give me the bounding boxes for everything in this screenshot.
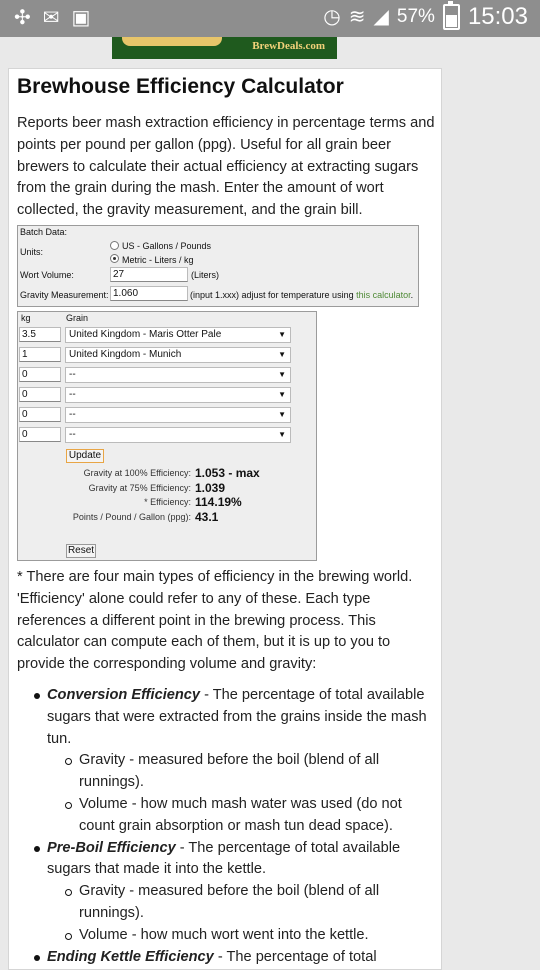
gravity-note bbox=[190, 290, 418, 300]
result-value: 114.19% bbox=[195, 495, 242, 509]
efficiency-type-name: Pre-Boil Efficiency bbox=[47, 839, 176, 856]
ad-banner[interactable] bbox=[112, 37, 337, 59]
gravity-input[interactable]: 1.060 bbox=[110, 286, 188, 301]
efficiency-explanation: * There are four main types of efficiency in the brewing world. 'Efficiency' alone could refer to any of these. Each type references a different point in the brewing process. This calculator can compute each of them, but it is up to you to provide the corresponding volume and gravity: bbox=[17, 569, 413, 673]
clock: 15:03 bbox=[467, 3, 528, 30]
dropdown-arrow-icon: ▼ bbox=[278, 390, 286, 399]
grain-kg-input[interactable]: 0 bbox=[19, 367, 61, 382]
result-value: 1.053 - max bbox=[195, 466, 260, 480]
efficiency-type-name: Conversion Efficiency bbox=[47, 687, 201, 703]
reset-button[interactable]: Reset bbox=[67, 545, 95, 556]
grain-select-value: United Kingdom - Munich bbox=[69, 349, 182, 360]
efficiency-type-desc: - The percentage of total available sugars that made it into the kettle. bbox=[47, 839, 401, 878]
grain-kg-input[interactable]: 0 bbox=[19, 407, 61, 422]
efficiency-sub-item: Volume - how much wort went into the kettle. bbox=[17, 925, 437, 947]
wort-volume-unit: (Liters) bbox=[191, 270, 220, 280]
result-label: Points / Pound / Gallon (ppg): bbox=[72, 511, 191, 522]
unit-us-label: US - Gallons / Pounds bbox=[122, 241, 212, 251]
efficiency-type-desc: - The percentage of total available sugars that were extracted from the grains inside the mash tun. bbox=[47, 687, 427, 747]
grain-kg-input[interactable]: 0 bbox=[19, 387, 61, 402]
grain-select-value: -- bbox=[69, 389, 76, 400]
grain-select-value: United Kingdom - Maris Otter Pale bbox=[69, 329, 222, 340]
result-value: 43.1 bbox=[195, 509, 219, 524]
unit-us-radio[interactable] bbox=[110, 241, 119, 250]
grain-select[interactable] bbox=[65, 347, 291, 363]
grain-kg-input[interactable]: 0 bbox=[19, 427, 61, 442]
grain-select[interactable] bbox=[65, 367, 291, 383]
batch-header: Batch Data: bbox=[20, 227, 68, 237]
efficiency-type-item bbox=[17, 685, 437, 750]
grain-column-header: Grain bbox=[66, 313, 89, 323]
efficiency-sub-item: Gravity - measured before the boil (blend of all runnings). bbox=[17, 881, 437, 925]
briefcase-icon: ▣ bbox=[71, 7, 91, 29]
efficiency-type-name: Ending Kettle Efficiency bbox=[47, 948, 214, 965]
battery-icon bbox=[443, 4, 460, 30]
grain-kg-input[interactable]: 3.5 bbox=[19, 327, 61, 342]
battery-percent: 57% bbox=[396, 6, 435, 27]
grain-kg-input[interactable]: 1 bbox=[19, 347, 61, 362]
grain-select[interactable] bbox=[65, 327, 291, 343]
grain-select[interactable] bbox=[65, 387, 291, 403]
wort-volume-label: Wort Volume: bbox=[20, 270, 74, 280]
efficiency-types-list bbox=[17, 685, 437, 968]
dropdown-arrow-icon: ▼ bbox=[278, 330, 286, 339]
ad-text: BrewDeals.com bbox=[252, 40, 325, 52]
gravity-note-end: . bbox=[410, 290, 414, 300]
app-notification-icon: ✣ bbox=[14, 7, 31, 29]
wifi-icon: ≋ bbox=[348, 6, 366, 28]
alarm-icon: ◷ bbox=[323, 6, 341, 28]
grain-select-value: -- bbox=[69, 409, 76, 420]
grain-select[interactable] bbox=[65, 427, 291, 443]
ad-graphic bbox=[122, 37, 222, 46]
dropdown-arrow-icon: ▼ bbox=[278, 350, 286, 359]
dropdown-arrow-icon: ▼ bbox=[278, 430, 286, 439]
calculator-card bbox=[8, 68, 442, 970]
kg-column-header: kg bbox=[21, 313, 31, 323]
dropdown-arrow-icon: ▼ bbox=[278, 410, 286, 419]
mail-icon: ✉ bbox=[42, 7, 60, 29]
grain-select-value: -- bbox=[69, 369, 76, 380]
grain-select-value: -- bbox=[69, 429, 76, 440]
result-label: Gravity at 75% Efficiency: bbox=[88, 482, 191, 493]
efficiency-type-item bbox=[17, 838, 437, 882]
units-label: Units: bbox=[20, 247, 44, 257]
efficiency-sub-item: Volume - how much mash water was used (do not count grain absorption or mash tun dead space). bbox=[17, 794, 437, 838]
batch-data-panel bbox=[17, 225, 419, 307]
update-button[interactable]: Update bbox=[66, 449, 104, 463]
unit-metric-radio[interactable] bbox=[110, 254, 119, 263]
page-title: Brewhouse Efficiency Calculator bbox=[17, 75, 344, 98]
status-bar bbox=[0, 0, 540, 37]
calculator-link[interactable]: this calculator bbox=[356, 290, 411, 300]
result-label: * Efficiency: bbox=[144, 497, 191, 507]
efficiency-sub-item: Gravity - measured before the boil (blend of all runnings). bbox=[17, 750, 437, 794]
unit-metric-label: Metric - Liters / kg bbox=[122, 255, 194, 265]
result-label: Gravity at 100% Efficiency: bbox=[83, 468, 191, 478]
wort-volume-input[interactable]: 27 bbox=[110, 267, 188, 282]
gravity-label: Gravity Measurement: bbox=[20, 290, 109, 300]
efficiency-type-desc: - The percentage of total bbox=[213, 948, 377, 965]
intro-text: Reports beer mash extraction efficiency in percentage terms and points per pound per gallon (ppg). Useful for all grain beer brewers to calculate their actual efficiency at extracting sugars from the grain during the mash. Enter the amount of wort collected, the gravity measurement, and the grain bill. bbox=[17, 115, 435, 219]
grain-bill-panel bbox=[17, 311, 317, 561]
efficiency-type-item bbox=[17, 947, 437, 969]
gravity-note-text: (input 1.xxx) adjust for temperature using bbox=[190, 290, 354, 300]
grain-select[interactable] bbox=[65, 407, 291, 423]
dropdown-arrow-icon: ▼ bbox=[278, 370, 286, 379]
result-value: 1.039 bbox=[195, 480, 226, 495]
signal-icon: ◢ bbox=[373, 6, 389, 28]
